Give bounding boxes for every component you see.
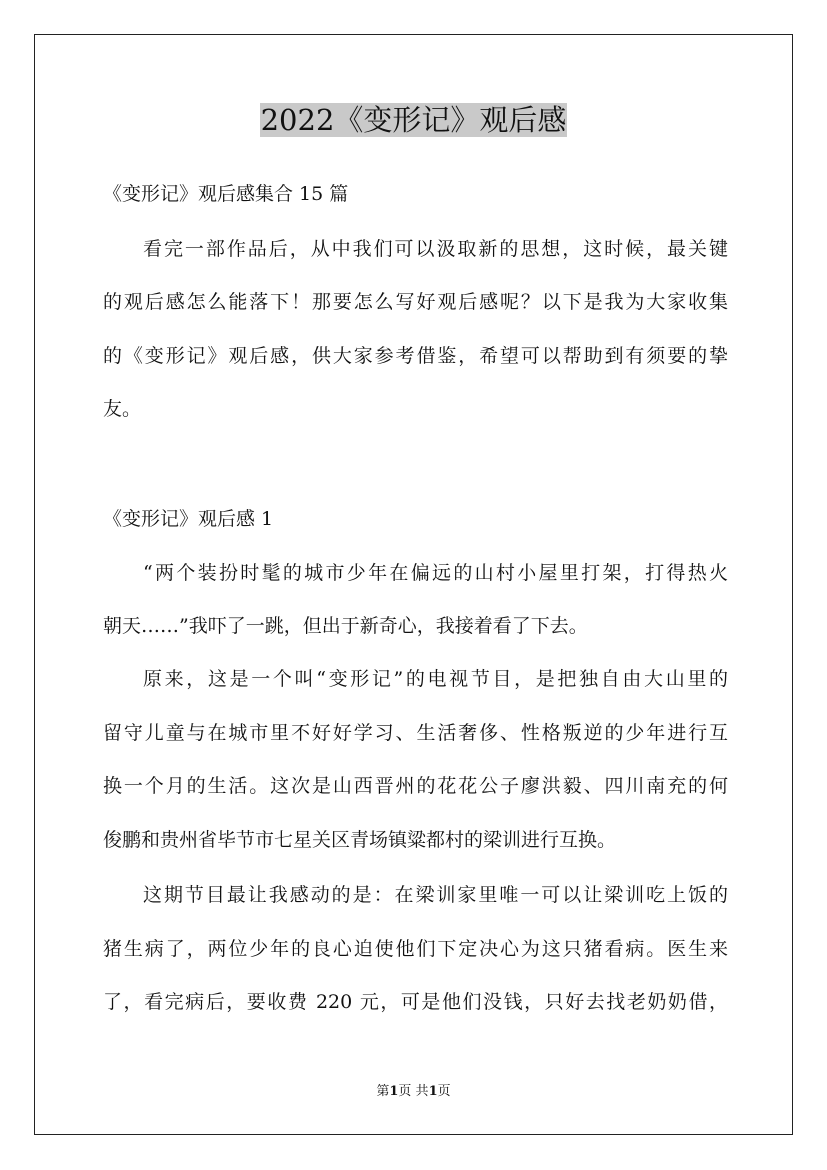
section-heading: 《变形记》观后感 1 xyxy=(103,508,274,530)
document-title xyxy=(0,98,827,142)
para1-line-1: “两个装扮时髦的城市少年在偏远的山村小屋里打架，打得热火 xyxy=(143,562,728,584)
page-footer xyxy=(0,1083,827,1101)
para3-line-1: 这期节目最让我感动的是：在梁训家里唯一可以让梁训吃上饭的 xyxy=(143,884,728,906)
para2-line-2: 留守儿童与在城市里不好好学习、生活奢侈、性格叛逆的少年进行互 xyxy=(103,722,728,744)
para1-line-2: 朝天……”我吓了一跳，但出于新奇心，我接着看了下去。 xyxy=(103,615,588,637)
intro-line-2: 的观后感怎么能落下！那要怎么写好观后感呢？以下是我为大家收集 xyxy=(103,291,728,313)
footer-suffix: 页 xyxy=(437,1084,451,1099)
document-subtitle: 《变形记》观后感集合 15 篇 xyxy=(103,183,349,205)
footer-prefix: 第 xyxy=(376,1084,390,1099)
para2-line-4: 俊鹏和贵州省毕节市七星关区青场镇粱都村的梁训进行互换。 xyxy=(103,829,617,851)
para2-line-1: 原来，这是一个叫“变形记”的电视节目，是把独自由大山里的 xyxy=(143,668,728,690)
document-title-text: 2022《变形记》观后感 xyxy=(260,103,567,137)
para2-line-3: 换一个月的生活。这次是山西晋州的花花公子廖洪毅、四川南充的何 xyxy=(103,775,728,797)
intro-line-4: 友。 xyxy=(103,398,142,420)
intro-line-1: 看完一部作品后，从中我们可以汲取新的思想，这时候，最关键 xyxy=(143,238,728,260)
footer-page-total: 1 xyxy=(428,1084,438,1099)
footer-mid: 页 共 xyxy=(398,1084,429,1099)
para3-line-2: 猪生病了，两位少年的良心迫使他们下定决心为这只猪看病。医生来 xyxy=(103,938,728,960)
para3-line-3: 了，看完病后，要收费 220 元，可是他们没钱，只好去找老奶奶借， xyxy=(103,991,728,1013)
intro-line-3: 的《变形记》观后感，供大家参考借鉴，希望可以帮助到有须要的挚 xyxy=(103,345,728,367)
footer-page-current: 1 xyxy=(389,1084,399,1099)
